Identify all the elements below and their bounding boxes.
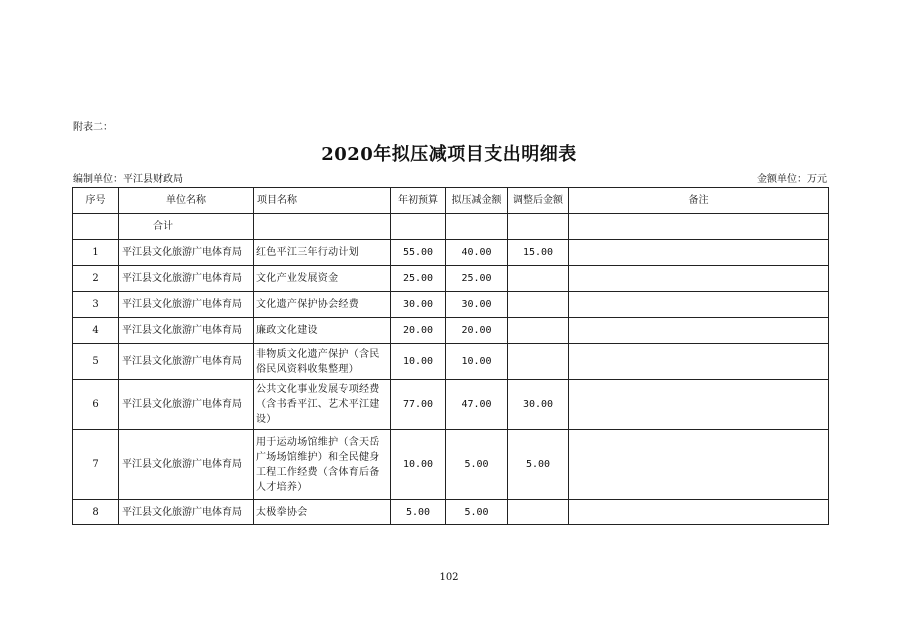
row-cut: 5.00 — [446, 430, 508, 500]
col-header-note: 备注 — [569, 188, 829, 214]
row-note — [569, 240, 829, 266]
row-budget: 30.00 — [391, 292, 446, 318]
row-cut: 47.00 — [446, 380, 508, 430]
row-no: 1 — [73, 240, 119, 266]
table-total-row — [73, 214, 829, 240]
table-row — [73, 292, 829, 318]
row-unit: 平江县文化旅游广电体育局 — [119, 430, 254, 500]
budget-cut-table — [72, 187, 829, 525]
row-note — [569, 292, 829, 318]
row-note — [569, 266, 829, 292]
compiler-label: 编制单位：平江县财政局 — [73, 174, 183, 185]
row-cut: 25.00 — [446, 266, 508, 292]
row-unit: 平江县文化旅游广电体育局 — [119, 380, 254, 430]
row-adjusted — [508, 266, 569, 292]
row-adjusted: 30.00 — [508, 380, 569, 430]
row-adjusted: 5.00 — [508, 430, 569, 500]
row-note — [569, 344, 829, 380]
row-project: 红色平江三年行动计划 — [254, 240, 391, 266]
row-no: 8 — [73, 500, 119, 525]
row-adjusted — [508, 344, 569, 380]
row-unit: 平江县文化旅游广电体育局 — [119, 318, 254, 344]
row-project: 廉政文化建设 — [254, 318, 391, 344]
page-title: 2020年拟压减项目支出明细表 — [321, 144, 577, 165]
row-no: 7 — [73, 430, 119, 500]
row-budget: 5.00 — [391, 500, 446, 525]
row-no: 4 — [73, 318, 119, 344]
row-no: 6 — [73, 380, 119, 430]
table-header-row — [73, 188, 829, 214]
row-budget: 25.00 — [391, 266, 446, 292]
row-budget: 55.00 — [391, 240, 446, 266]
row-note — [569, 500, 829, 525]
page-number: 102 — [439, 572, 459, 583]
table-row — [73, 240, 829, 266]
row-adjusted: 15.00 — [508, 240, 569, 266]
table-row — [73, 318, 829, 344]
row-note — [569, 430, 829, 500]
row-project: 用于运动场馆维护（含天岳广场场馆维护）和全民健身工程工作经费（含体育后备人才培养） — [254, 430, 391, 500]
attachment-label: 附表二： — [73, 122, 113, 133]
row-adjusted — [508, 500, 569, 525]
amount-unit-label: 金额单位：万元 — [757, 174, 827, 185]
col-header-project: 项目名称 — [254, 188, 391, 214]
total-label: 合计 — [119, 214, 254, 240]
row-no: 5 — [73, 344, 119, 380]
row-unit: 平江县文化旅游广电体育局 — [119, 500, 254, 525]
row-cut: 30.00 — [446, 292, 508, 318]
row-unit: 平江县文化旅游广电体育局 — [119, 240, 254, 266]
row-unit: 平江县文化旅游广电体育局 — [119, 344, 254, 380]
row-budget: 20.00 — [391, 318, 446, 344]
col-header-unit: 单位名称 — [119, 188, 254, 214]
table-row — [73, 380, 829, 430]
row-no: 3 — [73, 292, 119, 318]
row-project: 非物质文化遗产保护（含民俗民风资料收集整理） — [254, 344, 391, 380]
row-cut: 20.00 — [446, 318, 508, 344]
row-adjusted — [508, 318, 569, 344]
row-adjusted — [508, 292, 569, 318]
row-project: 文化产业发展资金 — [254, 266, 391, 292]
row-unit: 平江县文化旅游广电体育局 — [119, 292, 254, 318]
row-budget: 77.00 — [391, 380, 446, 430]
row-note — [569, 380, 829, 430]
row-budget: 10.00 — [391, 344, 446, 380]
row-unit: 平江县文化旅游广电体育局 — [119, 266, 254, 292]
table-row — [73, 500, 829, 525]
col-header-adjusted: 调整后金额 — [508, 188, 569, 214]
row-no: 2 — [73, 266, 119, 292]
row-cut: 40.00 — [446, 240, 508, 266]
table-row — [73, 344, 829, 380]
row-project: 太极拳协会 — [254, 500, 391, 525]
row-budget: 10.00 — [391, 430, 446, 500]
row-project: 文化遗产保护协会经费 — [254, 292, 391, 318]
col-header-cut: 拟压减金额 — [446, 188, 508, 214]
table-row — [73, 430, 829, 500]
row-cut: 10.00 — [446, 344, 508, 380]
row-cut: 5.00 — [446, 500, 508, 525]
col-header-budget: 年初预算 — [391, 188, 446, 214]
row-note — [569, 318, 829, 344]
col-header-no: 序号 — [73, 188, 119, 214]
row-project: 公共文化事业发展专项经费（含书香平江、艺术平江建设） — [254, 380, 391, 430]
table-row — [73, 266, 829, 292]
